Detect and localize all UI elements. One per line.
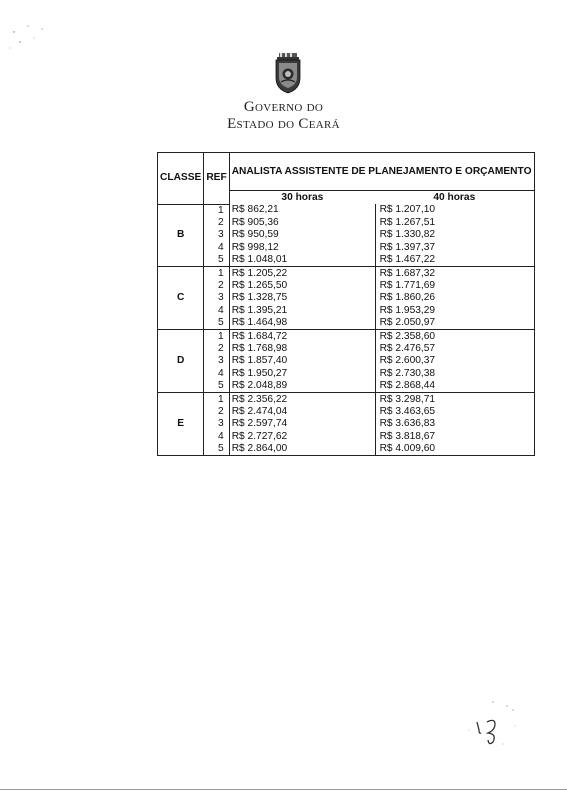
ref-cell: 2 [204,406,229,418]
value-40h-cell: R$ 2.358,60 [375,330,534,343]
value-40h-cell: R$ 3.818,67 [375,431,534,443]
table-row [158,406,535,418]
table-row [158,267,535,280]
table-row [158,317,535,330]
table-row [158,393,535,406]
ref-cell: 5 [204,254,229,267]
value-30h-cell: R$ 1.395,21 [229,305,375,317]
value-30h-cell: R$ 2.474,04 [229,406,375,418]
value-30h-cell: R$ 905,36 [229,217,375,229]
ref-cell: 5 [204,443,229,456]
state-coat-of-arms-icon [273,52,303,94]
ref-cell: 4 [204,431,229,443]
government-name-line-2: Estado do Ceará [227,116,340,132]
table-header-row [158,153,535,191]
page-bottom-edge [0,789,567,790]
ref-cell: 5 [204,380,229,393]
value-40h-cell: R$ 3.636,83 [375,418,534,430]
value-40h-cell: R$ 2.868,44 [375,380,534,393]
value-40h-cell: R$ 2.730,38 [375,368,534,380]
ref-cell: 1 [204,330,229,343]
value-40h-cell: R$ 2.050,97 [375,317,534,330]
column-header-classe: CLASSE [158,153,204,205]
value-40h-cell: R$ 1.687,32 [375,267,534,280]
value-30h-cell: R$ 1.950,27 [229,368,375,380]
ref-cell: 2 [204,343,229,355]
scan-marks [4,20,64,60]
table-row [158,355,535,367]
ref-cell: 2 [204,280,229,292]
table-row [158,431,535,443]
value-40h-cell: R$ 1.207,10 [375,204,534,217]
table-row [158,368,535,380]
table-row [158,343,535,355]
value-40h-cell: R$ 1.953,29 [375,305,534,317]
classe-cell: D [158,330,204,393]
value-30h-cell: R$ 2.864,00 [229,443,375,456]
column-header-30-horas: 30 horas [229,191,375,205]
table-row [158,229,535,241]
value-30h-cell: R$ 1.328,75 [229,292,375,304]
salary-table [157,152,535,456]
table-row [158,217,535,229]
table-row [158,330,535,343]
ref-cell: 1 [204,267,229,280]
value-30h-cell: R$ 1.857,40 [229,355,375,367]
value-30h-cell: R$ 950,59 [229,229,375,241]
value-40h-cell: R$ 3.298,71 [375,393,534,406]
ref-cell: 2 [204,217,229,229]
value-30h-cell: R$ 2.048,89 [229,380,375,393]
value-40h-cell: R$ 4.009,60 [375,443,534,456]
value-30h-cell: R$ 2.597,74 [229,418,375,430]
column-header-title: ANALISTA ASSISTENTE DE PLANEJAMENTO E ORÇAMENTO [229,153,534,191]
value-40h-cell: R$ 1.771,69 [375,280,534,292]
value-30h-cell: R$ 862,21 [229,204,375,217]
ref-cell: 5 [204,317,229,330]
value-30h-cell: R$ 1.205,22 [229,267,375,280]
table-row [158,443,535,456]
ref-cell: 3 [204,355,229,367]
table-row [158,280,535,292]
classe-cell: C [158,267,204,330]
table-row [158,204,535,217]
ref-cell: 4 [204,242,229,254]
value-40h-cell: R$ 2.476,57 [375,343,534,355]
table-row [158,254,535,267]
table-row [158,380,535,393]
ref-cell: 3 [204,418,229,430]
value-40h-cell: R$ 1.330,82 [375,229,534,241]
ref-cell: 4 [204,368,229,380]
value-30h-cell: R$ 1.464,98 [229,317,375,330]
ref-cell: 1 [204,393,229,406]
value-40h-cell: R$ 2.600,37 [375,355,534,367]
government-name-line-1: Governo do [243,99,324,115]
value-30h-cell: R$ 2.356,22 [229,393,375,406]
value-30h-cell: R$ 1.684,72 [229,330,375,343]
value-40h-cell: R$ 1.397,37 [375,242,534,254]
value-40h-cell: R$ 1.860,26 [375,292,534,304]
column-header-40-horas: 40 horas [375,191,534,205]
value-40h-cell: R$ 1.267,51 [375,217,534,229]
handwritten-signature [455,700,525,750]
value-30h-cell: R$ 1.265,50 [229,280,375,292]
table-row [158,292,535,304]
ref-cell: 1 [204,204,229,217]
classe-cell: B [158,204,204,267]
classe-cell: E [158,393,204,456]
table-row [158,418,535,430]
value-30h-cell: R$ 998,12 [229,242,375,254]
column-header-ref: REF [204,153,229,205]
value-30h-cell: R$ 2.727,62 [229,431,375,443]
value-40h-cell: R$ 1.467,22 [375,254,534,267]
table-row [158,305,535,317]
value-30h-cell: R$ 1.048,01 [229,254,375,267]
ref-cell: 4 [204,305,229,317]
ref-cell: 3 [204,229,229,241]
value-40h-cell: R$ 3.463,65 [375,406,534,418]
value-30h-cell: R$ 1.768,98 [229,343,375,355]
ref-cell: 3 [204,292,229,304]
table-row [158,242,535,254]
